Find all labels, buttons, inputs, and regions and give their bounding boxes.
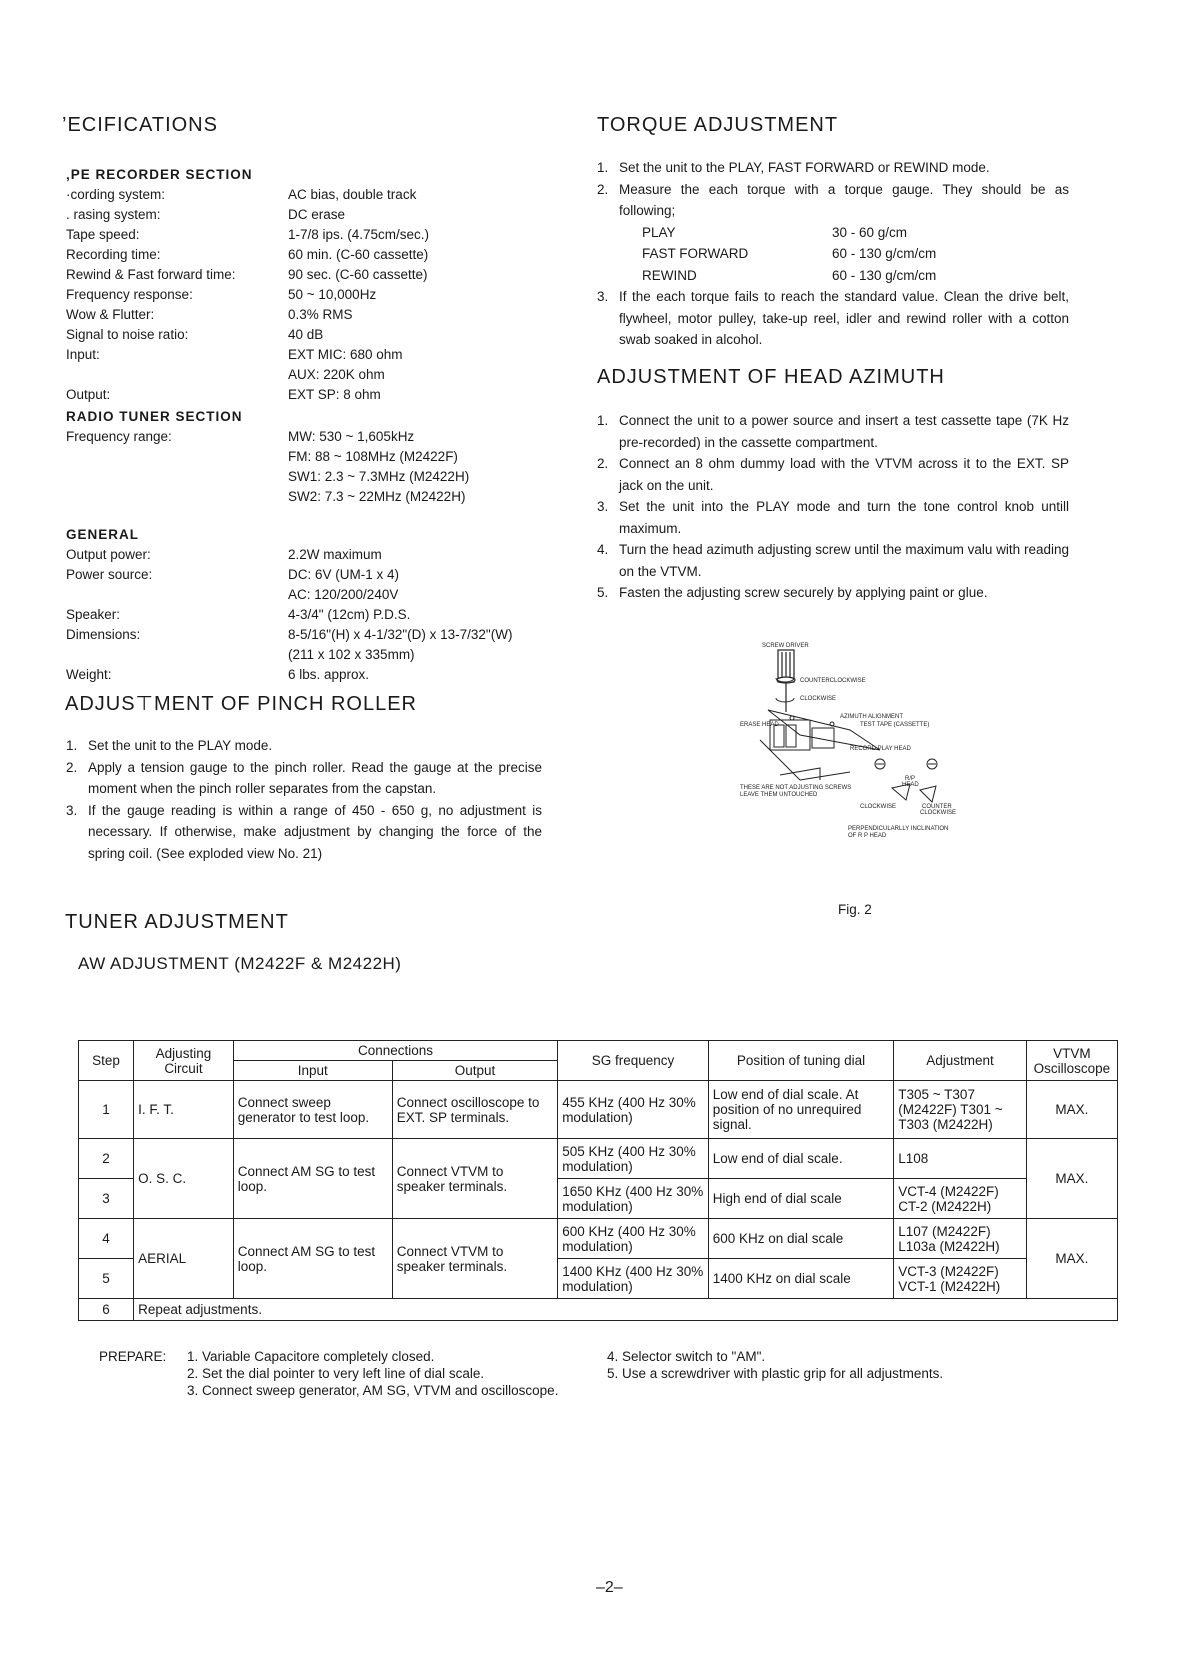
spec-row <box>66 205 512 225</box>
cell-step: 6 <box>79 1299 134 1321</box>
general-section-heading: GENERAL <box>66 527 140 542</box>
cell-position: 1400 KHz on dial scale <box>708 1259 894 1299</box>
prepare-item: 1. Variable Capacitore completely closed. <box>187 1349 435 1364</box>
torque-steps <box>597 157 1069 351</box>
cell-output: Connect VTVM to speaker terminals. <box>392 1139 557 1219</box>
cell-adjustment: L108 <box>894 1139 1027 1179</box>
list-number: 1. <box>597 413 609 428</box>
list-text: Connect the unit to a power source and insert a test cassette tape (7K Hz pre-recorded) in the cassette compartment. <box>619 413 1069 450</box>
cell-step: 3 <box>79 1179 134 1219</box>
spec-value: EXT MIC: 680 ohm <box>288 347 403 362</box>
table-row <box>79 1299 1118 1321</box>
spec-key <box>66 447 288 467</box>
pinch-roller-title: ADJUS⊤MENT OF PINCH ROLLER <box>65 693 417 715</box>
spec-key <box>66 365 288 385</box>
specifications-title: ’ECIFICATIONS <box>62 114 218 136</box>
prepare-item: 5. Use a screwdriver with plastic grip for all adjustments. <box>607 1366 944 1381</box>
cell-vtvm: MAX. <box>1026 1219 1117 1299</box>
list-item <box>597 410 1069 453</box>
header-step: Step <box>79 1041 134 1081</box>
tuner-title: TUNER ADJUSTMENT <box>65 911 289 933</box>
list-item <box>66 757 542 800</box>
tuner-subtitle: AW ADJUSTMENT (M2422F & M2422H) <box>78 954 402 973</box>
cell-step: 1 <box>79 1081 134 1139</box>
spec-row <box>66 605 512 625</box>
figure-caption: Fig. 2 <box>838 902 872 917</box>
fig-label-counterclockwise: COUNTERCLOCKWISE <box>800 678 866 684</box>
spec-value: 90 sec. (C-60 cassette) <box>288 267 428 282</box>
cell-circuit: AERIAL <box>134 1219 234 1299</box>
cell-adjustment: VCT-4 (M2422F) CT-2 (M2422H) <box>894 1179 1027 1219</box>
spec-row <box>66 245 512 265</box>
cell-sg: 455 KHz (400 Hz 30% modulation) <box>558 1081 709 1139</box>
cell-adjustment: VCT-3 (M2422F) VCT-1 (M2422H) <box>894 1259 1027 1299</box>
spec-value: 60 min. (C-60 cassette) <box>288 247 429 262</box>
table-row <box>79 1219 1118 1259</box>
list-number: 4. <box>597 542 609 557</box>
spec-row <box>66 225 512 245</box>
list-text: Apply a tension gauge to the pinch roller. Read the gauge at the precise moment when the pinch roller separates from the capstan. <box>88 759 542 796</box>
torque-value: 60 - 130 g/cm/cm <box>832 246 937 261</box>
spec-row <box>66 585 512 605</box>
fig-label-counter-1: COUNTER <box>922 804 952 810</box>
cell-sg: 1400 KHz (400 Hz 30% modulation) <box>558 1259 709 1299</box>
spec-value: AUX: 220K ohm <box>288 367 385 382</box>
spec-row <box>66 325 512 345</box>
list-item <box>597 453 1069 496</box>
list-item <box>66 735 542 757</box>
spec-row <box>66 265 512 285</box>
fig-note-1: THESE ARE NOT ADJUSTING SCREWS <box>740 785 852 791</box>
list-item <box>597 539 1069 582</box>
fig-label-clockwise: CLOCKWISE <box>800 696 837 702</box>
spec-row <box>66 385 512 405</box>
fig-label-erase-head: ERASE HEAD <box>740 722 779 728</box>
list-number: 2. <box>597 456 609 471</box>
table-header-row <box>79 1041 1118 1061</box>
table-row <box>79 1139 1118 1179</box>
spec-key <box>66 487 288 507</box>
list-text: Set the unit into the PLAY mode and turn the tone control knob untill maximum. <box>619 499 1069 536</box>
cell-position: Low end of dial scale. At position of no unrequired signal. <box>708 1081 894 1139</box>
spec-value: 6 lbs. approx. <box>288 667 370 682</box>
fig-label-rp: R/P <box>905 776 916 782</box>
spec-row <box>66 645 512 665</box>
spec-key: . rasing system: <box>66 207 161 222</box>
spec-value: AC bias, double track <box>288 187 417 202</box>
spec-value: DC erase <box>288 207 346 222</box>
spec-row <box>66 185 512 205</box>
cell-adjustment: T305 ~ T307 (M2422F) T301 ~ T303 (M2422H) <box>894 1081 1027 1139</box>
prepare-item: 4. Selector switch to "AM". <box>607 1349 766 1364</box>
list-text: Connect an 8 ohm dummy load with the VTVM across it to the EXT. SP jack on the unit. <box>619 456 1069 493</box>
page-number: –2– <box>596 1579 623 1596</box>
list-item: 1. Set the unit to the PLAY, FAST FORWARD or REWIND mode. <box>597 160 990 175</box>
spec-value: 50 ~ 10,000Hz <box>288 287 377 302</box>
spec-value: FM: 88 ~ 108MHz (M2422F) <box>288 449 458 464</box>
header-input: Input <box>233 1061 392 1081</box>
fig-label-counter-2: CLOCKWISE <box>920 810 957 816</box>
spec-key: Output: <box>66 387 111 402</box>
fig-label-screw-driver: SCREW DRIVER <box>762 643 809 649</box>
fig-label-rp-head: HEAD <box>902 782 919 788</box>
cell-circuit: O. S. C. <box>134 1139 234 1219</box>
spec-key: ·cording system: <box>66 187 166 202</box>
cell-step: 2 <box>79 1139 134 1179</box>
spec-key <box>66 585 288 605</box>
fig-label-perp-1: PERPENDICULARLLY INCLINATION <box>848 826 949 832</box>
spec-key: Speaker: <box>66 607 121 622</box>
header-adjustment: Adjustment <box>894 1041 1027 1081</box>
torque-mode: PLAY <box>642 224 676 240</box>
spec-value: AC: 120/200/240V <box>288 587 399 602</box>
list-number: 2. <box>66 759 78 775</box>
cell-step: 4 <box>79 1219 134 1259</box>
cell-circuit: I. F. T. <box>134 1081 234 1139</box>
spec-value: 0.3% RMS <box>288 307 353 322</box>
torque-values <box>597 222 1069 287</box>
prepare-label: PREPARE: <box>99 1349 167 1364</box>
spec-key: Frequency range: <box>66 429 172 444</box>
pinch-roller-steps <box>66 735 542 864</box>
spec-key: Input: <box>66 347 100 362</box>
spec-key: Output power: <box>66 547 151 562</box>
cell-vtvm: MAX. <box>1026 1081 1117 1139</box>
prepare-item: 3. Connect sweep generator, AM SG, VTVM and oscilloscope. <box>187 1383 559 1398</box>
head-azimuth-figure <box>740 640 1040 905</box>
specifications-table <box>66 165 512 685</box>
spec-key: Weight: <box>66 667 112 682</box>
spec-key: Frequency response: <box>66 287 193 302</box>
cell-sg: 600 KHz (400 Hz 30% modulation) <box>558 1219 709 1259</box>
spec-key <box>66 467 288 487</box>
cell-input: Connect AM SG to test loop. <box>233 1139 392 1219</box>
prepare-item: 2. Set the dial pointer to very left line of dial scale. <box>187 1366 485 1381</box>
list-item <box>597 582 1069 604</box>
torque-title: TORQUE ADJUSTMENT <box>597 114 839 136</box>
spec-key: Power source: <box>66 567 153 582</box>
list-number: 5. <box>597 585 609 600</box>
fig-label-record-play-head: RECORD PLAY HEAD <box>850 746 911 752</box>
torque-value: 60 - 130 g/cm/cm <box>832 267 937 283</box>
cell-repeat: Repeat adjustments. <box>134 1299 1118 1321</box>
cell-adjustment: L107 (M2422F) L103a (M2422H) <box>894 1219 1027 1259</box>
screw-icon <box>875 759 937 769</box>
list-item: 3. If the each torque fails to reach the standard value. Clean the drive belt, flywheel, motor pulley, take-up reel, idler and rewind roller with a cotton swab soaked in alcohol. <box>597 289 1069 347</box>
spec-value: EXT SP: 8 ohm <box>288 387 381 402</box>
spec-value: 40 dB <box>288 327 324 342</box>
spec-row <box>66 625 512 645</box>
cell-step: 5 <box>79 1259 134 1299</box>
fig-note-2: LEAVE THEM UNTOUCHED <box>740 792 818 798</box>
spec-value: 1-7/8 ips. (4.75cm/sec.) <box>288 227 430 242</box>
list-item <box>66 800 542 865</box>
spec-row <box>66 447 512 467</box>
cell-input: Connect sweep generator to test loop. <box>233 1081 392 1139</box>
spec-value: 4-3/4" (12cm) P.D.S. <box>288 607 411 622</box>
spec-key: Signal to noise ratio: <box>66 327 189 342</box>
tuner-adjustment-table <box>78 1040 1118 1321</box>
header-vtvm: VTVM Oscilloscope <box>1026 1041 1117 1081</box>
spec-key: Wow & Flutter: <box>66 307 155 322</box>
spec-value: SW2: 7.3 ~ 22MHz (M2422H) <box>288 489 466 504</box>
spec-value: 8-5/16"(H) x 4-1/32"(D) x 13-7/32"(W) <box>288 627 513 642</box>
torque-mode: FAST FORWARD <box>642 246 749 261</box>
tape-section-heading: ‚PE RECORDER SECTION <box>66 167 253 182</box>
list-item <box>597 496 1069 539</box>
cell-output: Connect oscilloscope to EXT. SP terminals. <box>392 1081 557 1139</box>
spec-key: Tape speed: <box>66 227 140 242</box>
fig-label-clockwise-2: CLOCKWISE <box>860 804 897 810</box>
spec-key: Dimensions: <box>66 627 141 642</box>
cell-vtvm: MAX. <box>1026 1139 1117 1219</box>
radio-section-heading: RADIO TUNER SECTION <box>66 409 243 424</box>
spec-row <box>66 487 512 507</box>
spec-row <box>66 467 512 487</box>
torque-mode: REWIND <box>642 267 697 283</box>
list-text: Turn the head azimuth adjusting screw until the maximum valu with reading on the VTVM. <box>619 542 1069 579</box>
cell-input: Connect AM SG to test loop. <box>233 1219 392 1299</box>
fig-label-perp-2: OF R P HEAD <box>848 833 887 839</box>
header-circuit: Adjusting Circuit <box>134 1041 234 1081</box>
spec-value: (211 x 102 x 335mm) <box>288 647 415 662</box>
cell-sg: 1650 KHz (400 Hz 30% modulation) <box>558 1179 709 1219</box>
list-text: Set the unit to the PLAY mode. <box>88 738 273 753</box>
header-output: Output <box>392 1061 557 1081</box>
head-assembly-icon <box>760 710 880 780</box>
list-text: Fasten the adjusting screw securely by applying paint or glue. <box>619 585 988 600</box>
prepare-notes <box>99 1348 943 1399</box>
cell-position: 600 KHz on dial scale <box>708 1219 894 1259</box>
header-connections: Connections <box>233 1041 557 1061</box>
cell-position: High end of dial scale <box>708 1179 894 1219</box>
spec-value: 2.2W maximum <box>288 547 382 562</box>
fig-label-azimuth-tape-2: TEST TAPE (CASSETTE) <box>860 722 930 728</box>
fig-label-azimuth-tape-1: AZIMUTH ALIGNMENT <box>840 714 904 720</box>
spec-key <box>66 645 288 665</box>
spec-key: Rewind & Fast forward time: <box>66 267 236 282</box>
table-row <box>79 1081 1118 1139</box>
spec-row <box>66 345 512 365</box>
header-sg-frequency: SG frequency <box>558 1041 709 1081</box>
spec-row <box>66 427 512 447</box>
cell-sg: 505 KHz (400 Hz 30% modulation) <box>558 1139 709 1179</box>
azimuth-title: ADJUSTMENT OF HEAD AZIMUTH <box>597 366 945 388</box>
azimuth-steps <box>597 410 1069 604</box>
spec-row <box>66 565 512 585</box>
header-position: Position of tuning dial <box>708 1041 894 1081</box>
list-number: 3. <box>597 499 609 514</box>
spec-value: DC: 6V (UM-1 x 4) <box>288 567 400 582</box>
spec-row <box>66 545 512 565</box>
spec-key: Recording time: <box>66 247 161 262</box>
list-number: 1. <box>66 738 78 753</box>
spec-row <box>66 365 512 385</box>
spec-value: MW: 530 ~ 1,605kHz <box>288 429 415 444</box>
list-number: 3. <box>66 802 78 818</box>
spec-row <box>66 285 512 305</box>
cell-position: Low end of dial scale. <box>708 1139 894 1179</box>
spec-row <box>66 665 512 685</box>
spec-row <box>66 305 512 325</box>
cell-output: Connect VTVM to speaker terminals. <box>392 1219 557 1299</box>
torque-value: 30 - 60 g/cm <box>832 224 908 240</box>
list-item: 2. Measure the each torque with a torque gauge. They should be as following; <box>597 181 1069 218</box>
spec-value: SW1: 2.3 ~ 7.3MHz (M2422H) <box>288 469 470 484</box>
list-text: If the gauge reading is within a range of 450 - 650 g, no adjustment is necessary. If otherwise, make adjustment by changing the force of the spring coil. (See exploded view No. 21) <box>88 802 542 861</box>
